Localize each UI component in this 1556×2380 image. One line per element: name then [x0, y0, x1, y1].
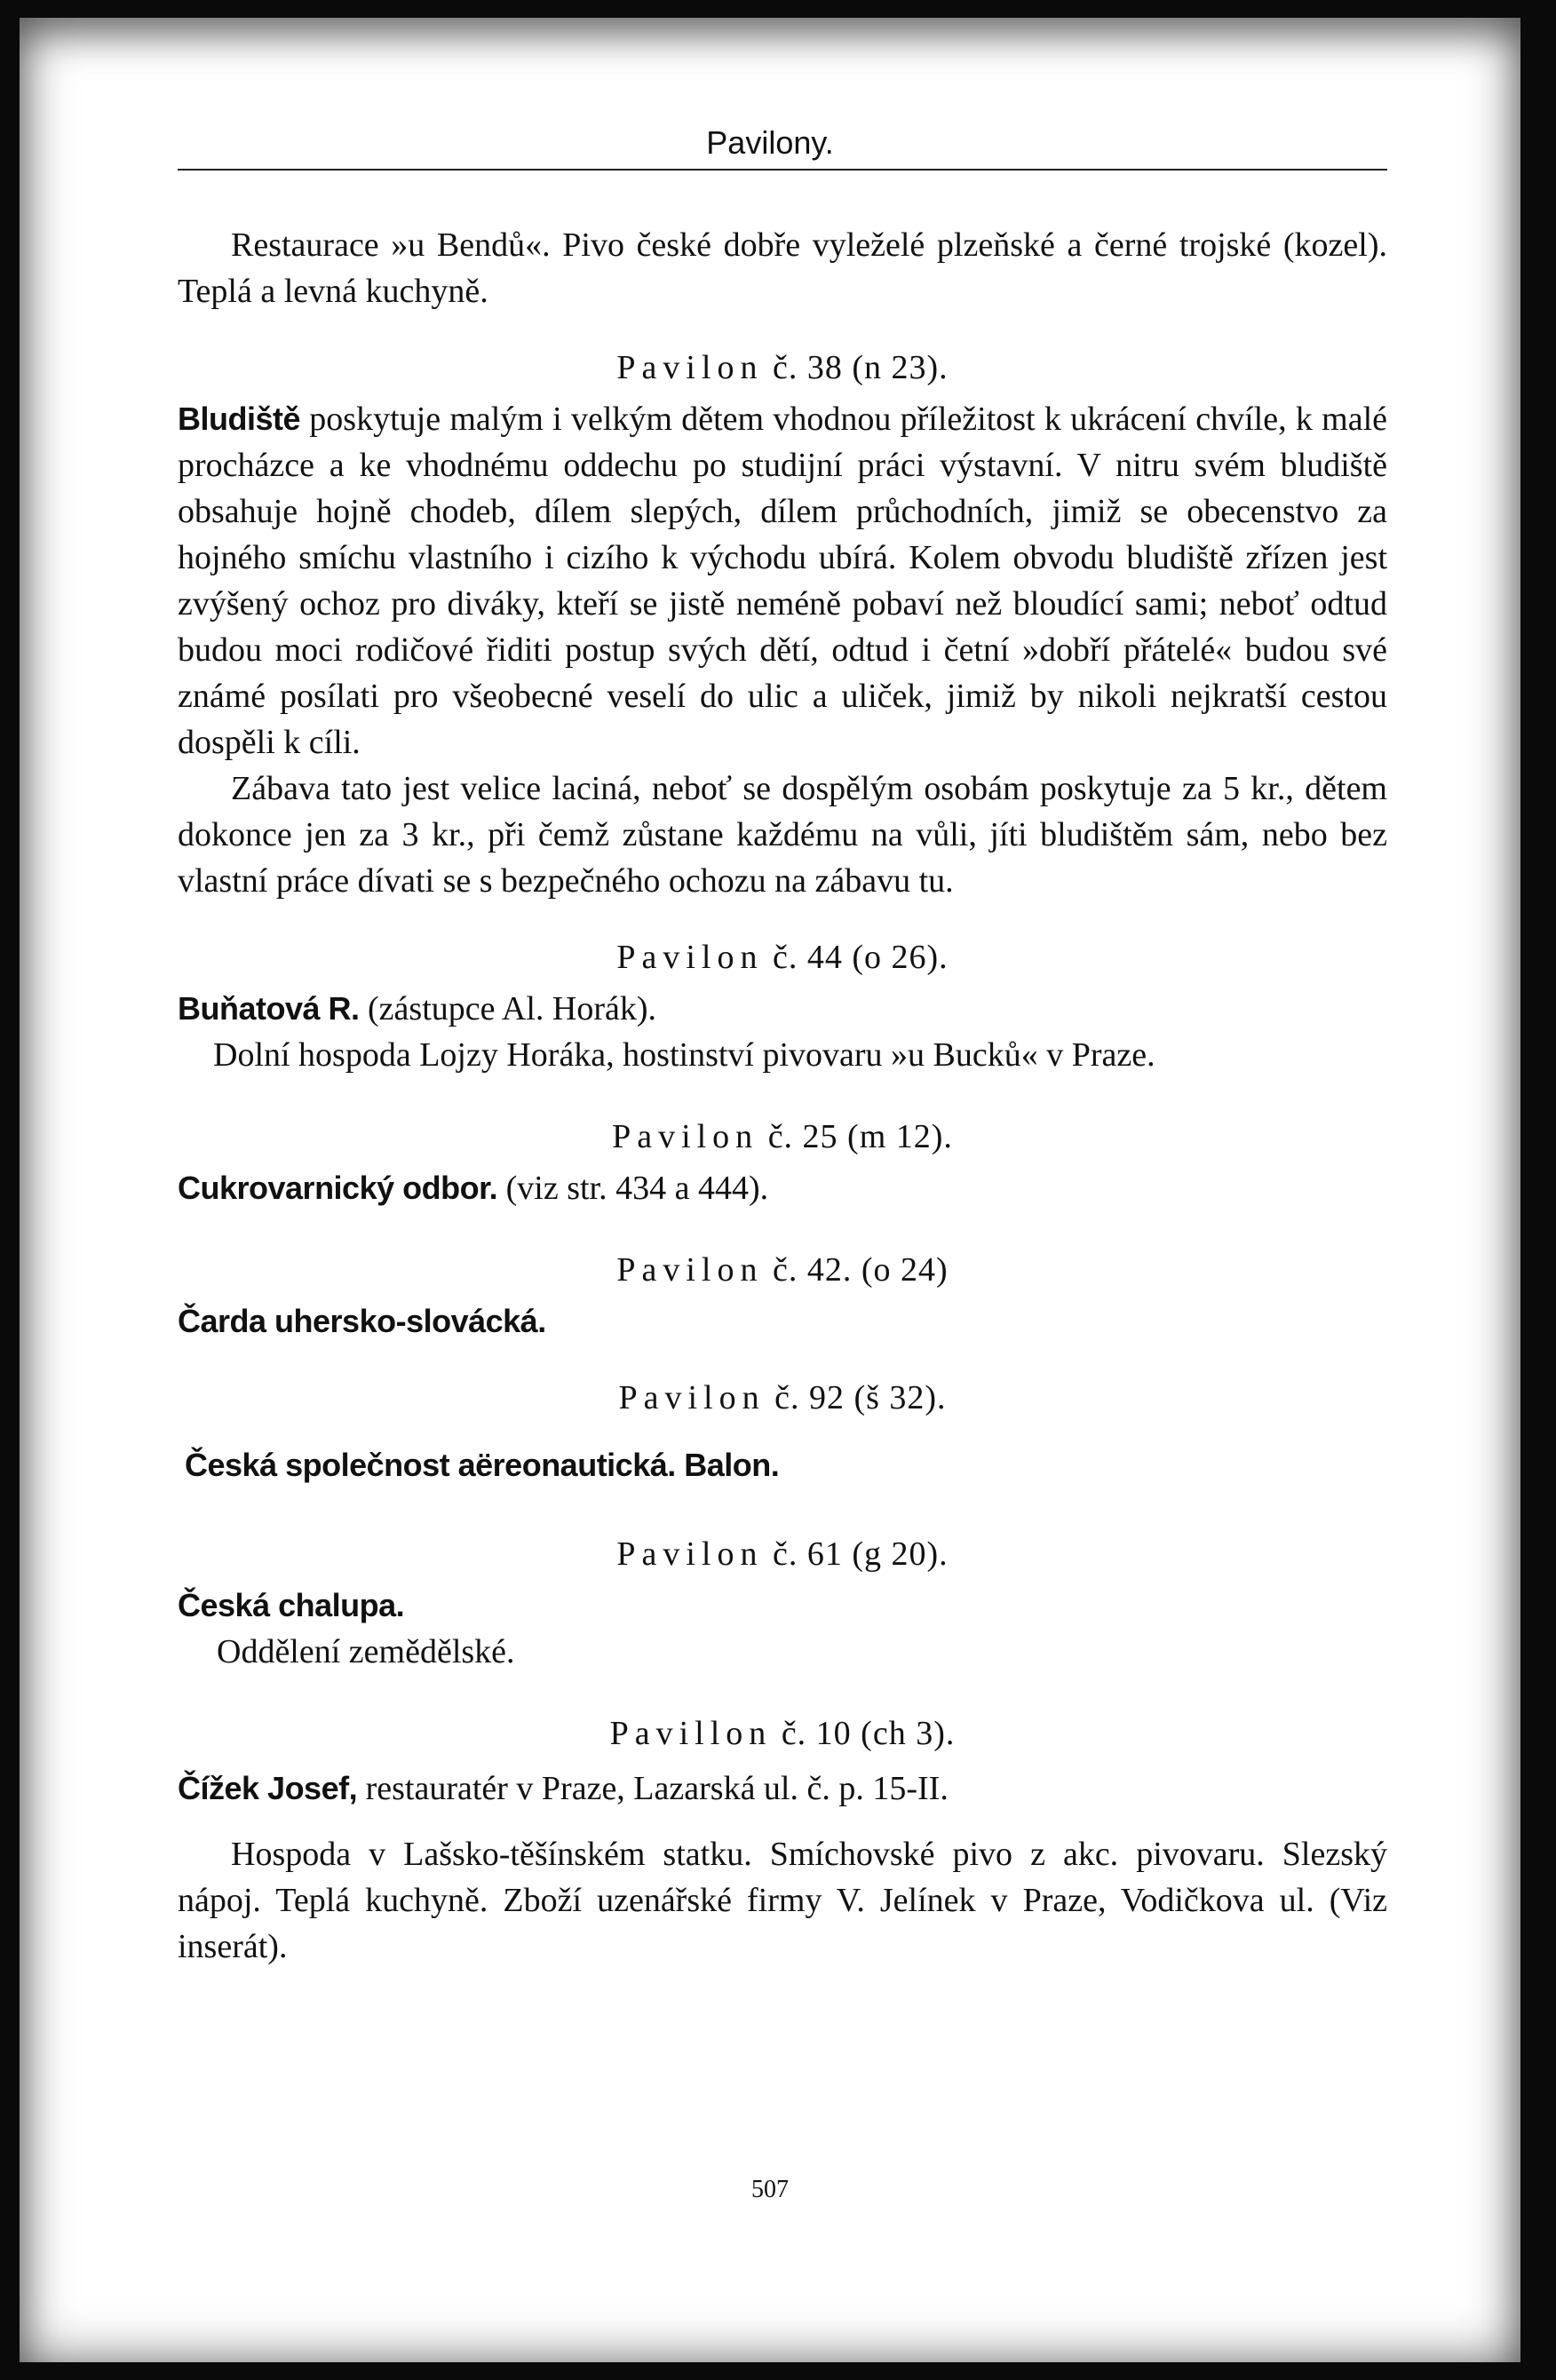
- entry-lead: Cukrovarnický odbor.: [178, 1170, 498, 1206]
- book-page: [20, 18, 1520, 2362]
- page-number: 507: [751, 2176, 789, 2203]
- entry-paragraph: [178, 1298, 1387, 1345]
- entry-lead: Česká společnost aëreonautická. Balon.: [185, 1447, 780, 1483]
- pavilion-heading: [178, 934, 1387, 980]
- entry-text: restauratér v Praze, Lazarská ul. č. p. 15-II.: [357, 1770, 949, 1807]
- intro-paragraph: Restaurace »u Bendů«. Pivo české dobře vyleželé plzeňské a černé trojské (kozel). Teplá a levná kuchyně.: [178, 226, 1387, 310]
- pavilion-word: Pavilon: [616, 939, 764, 976]
- pavilion-number: č. 92 (š 32).: [765, 1379, 947, 1416]
- pavilion-number: č. 44 (o 26).: [763, 939, 949, 976]
- entry-paragraph: [178, 1442, 1387, 1488]
- pavilion-number: č. 25 (m 12).: [758, 1118, 953, 1155]
- pavilion-word: Pavilon: [616, 1251, 764, 1289]
- pavilion-number: č. 38 (n 23).: [763, 349, 949, 386]
- entry-text: (zástupce Al. Horák).: [359, 990, 657, 1027]
- entry-lead: Čížek Josef,: [178, 1770, 358, 1806]
- pavilion-word: Pavilon: [618, 1379, 766, 1416]
- entry-paragraph: [178, 1165, 1387, 1211]
- pavilion-word: Pavillon: [609, 1715, 773, 1752]
- header-rule: [178, 169, 1387, 171]
- entry-sub-line: Oddělení zemědělské.: [217, 1633, 515, 1670]
- pavilion-number: č. 10 (ch 3).: [772, 1715, 956, 1752]
- running-head: Pavilony.: [706, 124, 834, 161]
- page-content: [178, 222, 1387, 1970]
- entry-paragraph: [178, 396, 1387, 766]
- pavilion-number: č. 61 (g 20).: [763, 1535, 949, 1573]
- pavilion-heading: [178, 1710, 1387, 1757]
- entry-lead: Buňatová R.: [178, 990, 360, 1027]
- entry-extra-paragraph: Zábava tato jest velice laciná, neboť se dospělým osobám poskytuje za 5 kr., dětem dokonce jen za 3 kr., při čemž zůstane každému na vůli, jíti bludištěm sám, nebo bez vlastní práce dívati se s bezpečného ochozu na zábavu tu.: [178, 770, 1387, 900]
- entry-paragraph: [178, 1765, 1387, 1812]
- entry-lead: Bludiště: [178, 401, 301, 437]
- pavilion-word: Pavilon: [616, 1535, 764, 1573]
- pavilion-heading: [178, 1247, 1387, 1293]
- entry-text: poskytuje malým i velkým dětem vhodnou příležitost k ukrácení chvíle, k malé procházce a ke vhodnému oddechu po studijní práci výstavní. V nitru svém bludiště obsahuje hojně chodeb, dílem slepých, dílem průchodních, jimiž se obecenstvo za hojného smíchu vlastního i cizího k východu ubírá. Kolem obvodu bludiště zřízen jest zvýšený ochoz pro diváky, kteří se jistě neméně pobaví než bloudící sami; neboť odtud budou moci rodičové řiditi postup svých dětí, odtud i četní »dobří přátelé« budou své známé posílati pro všeobecné veselí do ulic a uliček, jimiž by nikoli nejkratší cestou dospěli k cíli.: [178, 401, 1387, 761]
- pavilion-word: Pavilon: [616, 349, 764, 386]
- entry-sub-line: Dolní hospoda Lojzy Horáka, hostinství pivovaru »u Bucků« v Praze.: [213, 1036, 1155, 1074]
- pavilion-heading: [178, 1531, 1387, 1577]
- pavilion-word: Pavilon: [612, 1118, 759, 1155]
- pavilion-heading: [178, 1114, 1387, 1160]
- entry-text: (viz str. 434 a 444).: [497, 1170, 769, 1207]
- entry-lead: Čarda uhersko-slovácká.: [178, 1303, 546, 1339]
- entry-lead: Česká chalupa.: [178, 1587, 405, 1623]
- pavilion-number: č. 42. (o 24): [763, 1251, 949, 1289]
- pavilion-heading: [178, 345, 1387, 391]
- entry-paragraph: [178, 1583, 1387, 1629]
- entry-extra-paragraph: Hospoda v Lašsko-těšínském statku. Smíchovské pivo z akc. pivovaru. Slezský nápoj. Teplá kuchyně. Zboží uzenářské firmy V. Jelínek v Praze, Vodičkova ul. (Viz inserát).: [178, 1836, 1387, 1965]
- pavilion-heading: [178, 1375, 1387, 1421]
- entry-paragraph: [178, 986, 1387, 1032]
